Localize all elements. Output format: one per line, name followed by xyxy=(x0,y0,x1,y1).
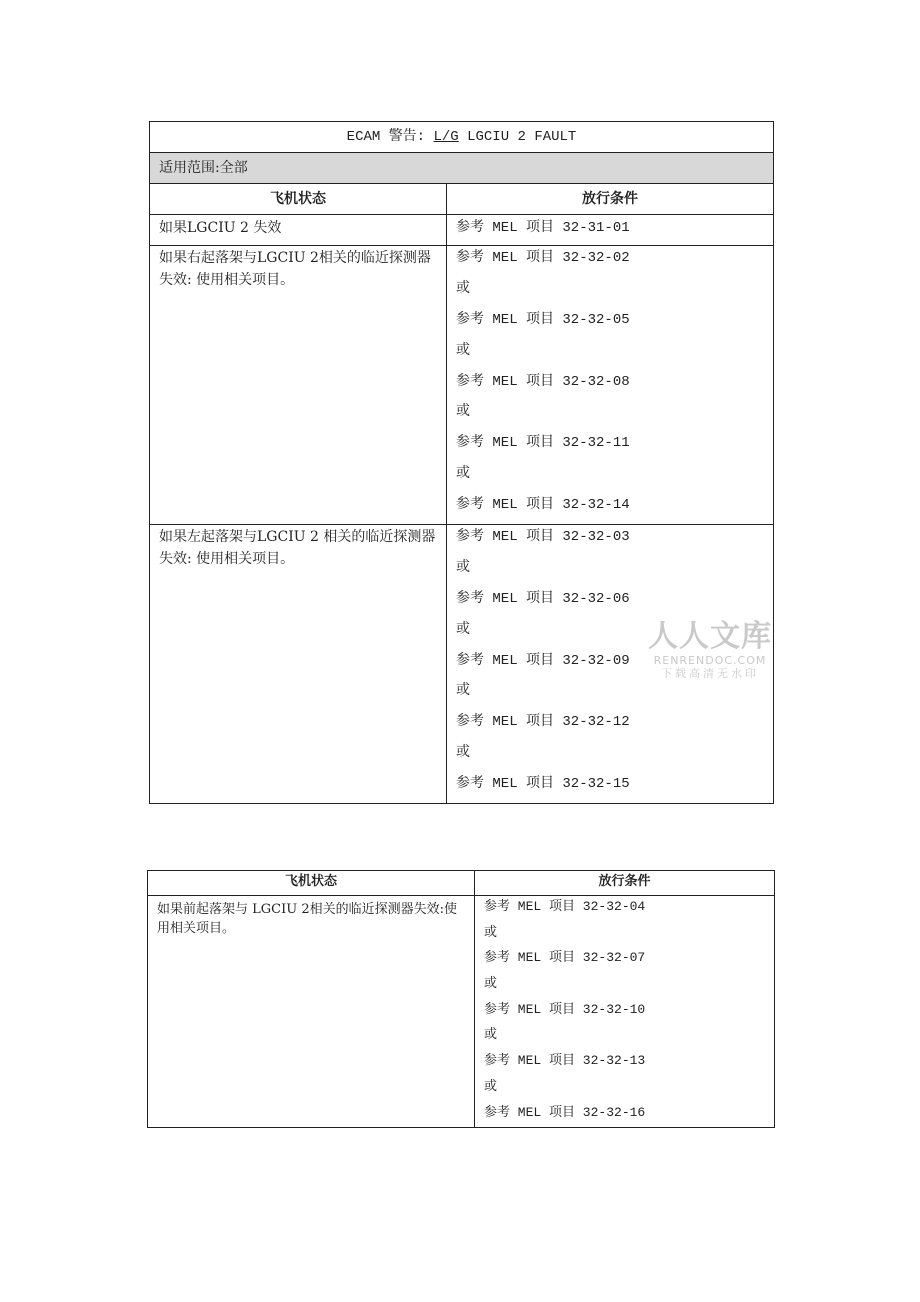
relief-line: 或 xyxy=(456,404,470,421)
table-row xyxy=(150,215,774,246)
relief-line: 参考 MEL 项目 32-32-14 xyxy=(456,497,630,514)
relief-line: 或 xyxy=(484,1027,498,1043)
relief-line: 或 xyxy=(456,342,470,359)
relief-line: 或 xyxy=(456,683,470,700)
relief-line: 或 xyxy=(456,621,470,638)
col-header-aircraft-state: 飞机状态 xyxy=(148,871,475,896)
relief-line: 参考 MEL 项目 32-32-10 xyxy=(484,1001,646,1017)
relief-line: 参考 MEL 项目 32-32-08 xyxy=(456,373,630,390)
relief-line: 参考 MEL 项目 32-32-04 xyxy=(484,899,646,914)
relief-cell xyxy=(447,246,774,525)
relief-line: 或 xyxy=(484,1078,498,1094)
relief-line: 或 xyxy=(456,280,470,297)
relief-line: 或 xyxy=(484,976,498,992)
relief-cell xyxy=(475,896,775,1128)
relief-line: 参考 MEL 项目 32-32-13 xyxy=(484,1053,646,1069)
relief-line: 参考 MEL 项目 32-32-05 xyxy=(456,311,630,328)
relief-line: 参考 MEL 项目 32-32-09 xyxy=(456,652,630,669)
watermark-domain: RENRENDOC.COM xyxy=(653,654,767,667)
condition-cell: 如果右起落架与LGCIU 2相关的临近探测器失效: 使用相关项目。 xyxy=(150,246,447,525)
relief-line: 参考 MEL 项目 32-32-06 xyxy=(456,590,630,607)
table-row xyxy=(150,246,774,525)
relief-line: 参考 MEL 项目 32-32-03 xyxy=(456,529,630,546)
watermark xyxy=(647,620,773,681)
relief-line: 参考 MEL 项目 32-32-16 xyxy=(484,1104,646,1120)
col-header-dispatch-condition: 放行条件 xyxy=(475,871,775,896)
col-header-aircraft-state: 飞机状态 xyxy=(150,184,447,215)
table-row xyxy=(148,896,775,1128)
col-header-dispatch-condition: 放行条件 xyxy=(447,184,774,215)
title-underlined: L/G xyxy=(433,129,459,145)
relief-line: 参考 MEL 项目 32-32-02 xyxy=(456,250,630,266)
watermark-subtitle: 下载高清无水印 xyxy=(661,667,759,680)
relief-cell xyxy=(447,215,774,246)
relief-line: 参考 MEL 项目 32-32-12 xyxy=(456,714,630,731)
condition-cell: 如果LGCIU 2 失效 xyxy=(150,215,447,246)
relief-line: 参考 MEL 项目 32-32-15 xyxy=(456,776,630,793)
applicability-scope: 适用范围:全部 xyxy=(150,153,774,184)
watermark-title: 人人文库 xyxy=(648,619,772,654)
title-prefix: ECAM 警告: xyxy=(346,129,434,145)
relief-line: 或 xyxy=(484,924,498,940)
relief-line: 或 xyxy=(456,559,470,576)
mel-table-1 xyxy=(149,121,774,804)
relief-line: 或 xyxy=(456,745,470,762)
relief-line: 参考 MEL 项目 32-32-11 xyxy=(456,435,630,452)
relief-line: 参考 MEL 项目 32-32-07 xyxy=(484,950,646,966)
condition-cell: 如果左起落架与LGCIU 2 相关的临近探测器失效: 使用相关项目。 xyxy=(150,525,447,804)
condition-cell: 如果前起落架与 LGCIU 2相关的临近探测器失效:使用相关项目。 xyxy=(148,896,475,1128)
relief-line: 或 xyxy=(456,466,470,483)
ecam-warning-title xyxy=(150,122,774,153)
title-suffix: LGCIU 2 FAULT xyxy=(458,129,577,145)
mel-table-2 xyxy=(147,870,775,1128)
relief-line: 参考 MEL 项目 32-31-01 xyxy=(456,220,630,236)
